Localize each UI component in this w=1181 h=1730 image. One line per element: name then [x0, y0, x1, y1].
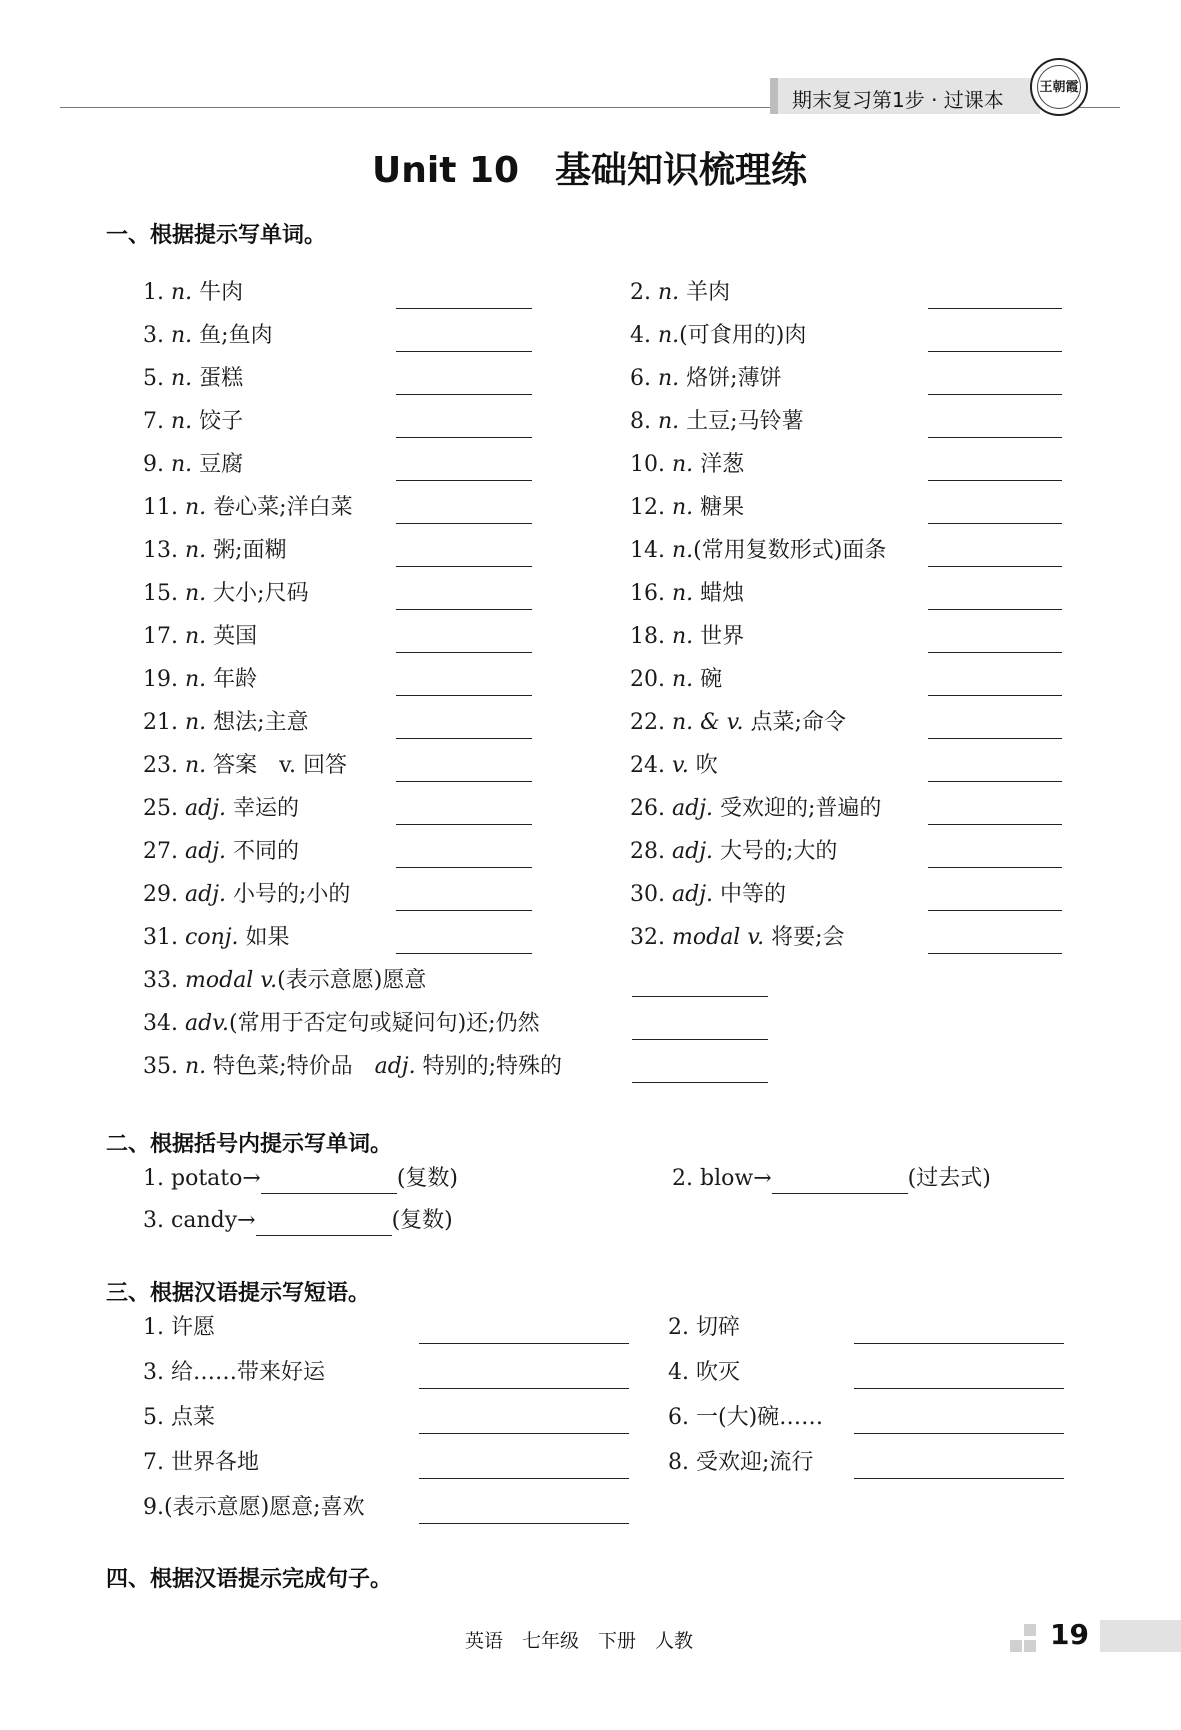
phrase-item: 2. 切碎 — [668, 1315, 740, 1340]
word-item — [143, 751, 347, 781]
section-2-heading: 二、根据括号内提示写单词。 — [106, 1132, 393, 1157]
item-meaning: 卷心菜;洋白菜 — [206, 495, 353, 520]
part-of-speech: n. — [672, 452, 694, 477]
word-item — [143, 536, 287, 566]
part-of-speech: adj. — [185, 796, 227, 821]
word-item — [630, 493, 744, 523]
phrase-item: 8. 受欢迎;流行 — [668, 1450, 814, 1475]
answer-blank[interactable] — [419, 1343, 629, 1344]
item-number: 33. — [143, 968, 178, 993]
answer-blank[interactable] — [928, 695, 1062, 696]
word-item — [630, 450, 744, 480]
word-item — [143, 407, 243, 437]
publisher-seal-icon — [1030, 58, 1088, 116]
part-of-speech: n. — [658, 366, 680, 391]
answer-blank[interactable] — [396, 738, 532, 739]
item-number: 8. — [630, 409, 651, 434]
answer-blank[interactable] — [928, 394, 1062, 395]
answer-blank[interactable] — [396, 781, 532, 782]
part-of-speech: n. — [185, 495, 207, 520]
word-item — [630, 880, 786, 910]
item-meaning: 豆腐 — [192, 452, 244, 477]
item-meaning: 碗 — [693, 667, 723, 692]
part-of-speech: adj. — [672, 882, 714, 907]
item-number: 17. — [143, 624, 178, 649]
answer-blank[interactable] — [854, 1478, 1064, 1479]
phrase-item: 1. 许愿 — [143, 1315, 215, 1340]
answer-blank[interactable] — [928, 867, 1062, 868]
footer-square-1 — [1024, 1624, 1036, 1636]
answer-blank[interactable] — [396, 652, 532, 653]
item-number: 22. — [630, 710, 665, 735]
word-item — [143, 622, 257, 652]
word-item — [143, 923, 290, 953]
answer-blank[interactable] — [928, 480, 1062, 481]
part-of-speech: n. — [672, 581, 694, 606]
item-meaning: 如果 — [238, 925, 290, 950]
part-of-speech: n. — [185, 753, 207, 778]
answer-blank[interactable] — [632, 996, 768, 997]
word-item — [630, 923, 845, 953]
item-meaning: 特色菜;特价品 — [206, 1054, 375, 1079]
item-meaning: 粥;面糊 — [206, 538, 287, 563]
word-item — [143, 794, 299, 824]
item-meaning: 世界 — [693, 624, 745, 649]
footer-text: 英语 七年级 下册 人教 — [465, 1630, 694, 1652]
word-item — [630, 579, 744, 609]
part-of-speech: n. — [185, 710, 207, 735]
item-number: 20. — [630, 667, 665, 692]
answer-blank[interactable] — [928, 308, 1062, 309]
item-number: 3. — [143, 323, 164, 348]
item-number: 30. — [630, 882, 665, 907]
part-of-speech: n. — [185, 624, 207, 649]
answer-blank[interactable] — [928, 351, 1062, 352]
answer-blank[interactable] — [396, 910, 532, 911]
footer-bar — [1100, 1620, 1181, 1652]
item-number: 9. — [143, 452, 164, 477]
item-word: potato→ — [171, 1166, 261, 1191]
item-meaning: 羊肉 — [679, 280, 731, 305]
item-number: 15. — [143, 581, 178, 606]
item-meaning: 小号的;小的 — [226, 882, 351, 907]
item-meaning: 点菜;命令 — [743, 710, 846, 735]
item-number: 2. — [630, 280, 651, 305]
part-of-speech: n. — [171, 323, 193, 348]
word-item — [630, 708, 846, 738]
answer-blank[interactable] — [396, 867, 532, 868]
item-number: 24. — [630, 753, 665, 778]
word-item — [143, 278, 243, 308]
part-of-speech: n. — [171, 409, 193, 434]
item-number: 31. — [143, 925, 178, 950]
word-item — [143, 880, 350, 910]
fill-item — [672, 1164, 991, 1194]
section-3-heading: 三、根据汉语提示写短语。 — [106, 1281, 371, 1306]
part-of-speech: adj. — [672, 796, 714, 821]
part-of-speech: adj. — [672, 839, 714, 864]
part-of-speech: modal v. — [185, 968, 278, 993]
answer-blank[interactable] — [419, 1388, 629, 1389]
item-meaning: 受欢迎的;普遍的 — [713, 796, 882, 821]
answer-blank[interactable] — [854, 1433, 1064, 1434]
item-meaning: 蜡烛 — [693, 581, 745, 606]
part-of-speech: n. — [171, 366, 193, 391]
word-item — [630, 837, 837, 867]
word-item — [143, 1009, 540, 1039]
title-topic: 基础知识梳理练 — [555, 150, 808, 191]
item-number: 32. — [630, 925, 665, 950]
item-number: 28. — [630, 839, 665, 864]
item-meaning: 答案 v. 回答 — [206, 753, 347, 778]
word-item — [630, 751, 718, 781]
word-item — [143, 665, 257, 695]
answer-blank[interactable] — [928, 824, 1062, 825]
item-number: 12. — [630, 495, 665, 520]
item-meaning: 大号的;大的 — [713, 839, 838, 864]
item-hint: (复数) — [396, 1166, 458, 1191]
item-number: 21. — [143, 710, 178, 735]
part-of-speech: adv. — [185, 1011, 230, 1036]
part-of-speech: n. — [185, 538, 207, 563]
answer-blank[interactable] — [928, 437, 1062, 438]
word-item — [143, 966, 426, 996]
part-of-speech: n. — [171, 280, 193, 305]
answer-blank[interactable] — [396, 824, 532, 825]
answer-blank[interactable] — [928, 609, 1062, 610]
item-number: 16. — [630, 581, 665, 606]
word-item — [143, 450, 243, 480]
item-number: 19. — [143, 667, 178, 692]
item-meaning: 将要;会 — [764, 925, 845, 950]
item-number: 11. — [143, 495, 178, 520]
answer-blank[interactable] — [928, 910, 1062, 911]
item-hint: (过去式) — [907, 1166, 991, 1191]
item-meaning: 鱼;鱼肉 — [192, 323, 273, 348]
answer-blank[interactable] — [928, 566, 1062, 567]
word-item — [630, 536, 886, 566]
part-of-speech: n. — [658, 280, 680, 305]
answer-blank[interactable] — [928, 953, 1062, 954]
answer-blank[interactable] — [396, 609, 532, 610]
answer-blank[interactable] — [256, 1211, 392, 1236]
item-meaning: (常用复数形式)面条 — [693, 538, 887, 563]
item-number: 34. — [143, 1011, 178, 1036]
phrase-item: 4. 吹灭 — [668, 1360, 740, 1385]
footer-square-2 — [1024, 1640, 1036, 1652]
title-unit: Unit 10 — [372, 150, 520, 191]
item-number: 14. — [630, 538, 665, 563]
item-meaning: (表示意愿)愿意 — [277, 968, 427, 993]
answer-blank[interactable] — [396, 437, 532, 438]
word-item — [143, 837, 299, 867]
answer-blank[interactable] — [419, 1523, 629, 1524]
word-item — [143, 579, 309, 609]
part-of-speech: n. — [672, 495, 694, 520]
word-item — [630, 321, 806, 351]
part-of-speech: adj. — [185, 882, 227, 907]
part-of-speech: adj. — [374, 1054, 416, 1079]
item-number: 1. — [143, 280, 164, 305]
item-number: 7. — [143, 409, 164, 434]
answer-blank[interactable] — [261, 1169, 397, 1194]
word-item — [143, 493, 353, 523]
item-number: 25. — [143, 796, 178, 821]
item-number: 10. — [630, 452, 665, 477]
item-number: 26. — [630, 796, 665, 821]
item-number: 6. — [630, 366, 651, 391]
part-of-speech: n. — [185, 581, 207, 606]
part-of-speech: n. — [171, 452, 193, 477]
part-of-speech: n. — [658, 323, 680, 348]
answer-blank[interactable] — [419, 1478, 629, 1479]
phrase-item: 5. 点菜 — [143, 1405, 215, 1430]
answer-blank[interactable] — [772, 1169, 908, 1194]
item-number: 35. — [143, 1054, 178, 1079]
fill-item — [143, 1206, 453, 1236]
item-word: blow→ — [700, 1166, 772, 1191]
word-item — [143, 321, 273, 351]
part-of-speech: n. — [658, 409, 680, 434]
word-item — [630, 622, 744, 652]
item-meaning: 饺子 — [192, 409, 244, 434]
item-number: 4. — [630, 323, 651, 348]
word-item — [630, 278, 730, 308]
answer-blank[interactable] — [854, 1343, 1064, 1344]
item-meaning: 土豆;马铃薯 — [679, 409, 804, 434]
item-meaning: 牛肉 — [192, 280, 244, 305]
answer-blank[interactable] — [396, 523, 532, 524]
answer-blank[interactable] — [854, 1388, 1064, 1389]
item-meaning: 不同的 — [226, 839, 300, 864]
item-meaning: 特别的;特殊的 — [415, 1054, 562, 1079]
answer-blank[interactable] — [928, 781, 1062, 782]
item-number: 5. — [143, 366, 164, 391]
answer-blank[interactable] — [396, 308, 532, 309]
item-number: 18. — [630, 624, 665, 649]
answer-blank[interactable] — [396, 394, 532, 395]
word-item — [630, 665, 722, 695]
item-meaning: 吹 — [688, 753, 718, 778]
item-number: 23. — [143, 753, 178, 778]
item-meaning: 洋葱 — [693, 452, 745, 477]
page-title — [372, 142, 807, 193]
part-of-speech: adj. — [185, 839, 227, 864]
word-item — [630, 364, 782, 394]
answer-blank[interactable] — [396, 351, 532, 352]
answer-blank[interactable] — [396, 953, 532, 954]
item-number: 29. — [143, 882, 178, 907]
item-meaning: 英国 — [206, 624, 258, 649]
word-item — [143, 364, 243, 394]
item-meaning: (可食用的)肉 — [679, 323, 807, 348]
answer-blank[interactable] — [396, 566, 532, 567]
page-number: 19 — [1050, 1618, 1089, 1651]
item-number: 2. — [672, 1166, 693, 1191]
item-hint: (复数) — [391, 1208, 453, 1233]
answer-blank[interactable] — [632, 1082, 768, 1083]
answer-blank[interactable] — [632, 1039, 768, 1040]
answer-blank[interactable] — [396, 695, 532, 696]
section-1-heading: 一、根据提示写单词。 — [106, 223, 327, 248]
item-meaning: 年龄 — [206, 667, 258, 692]
item-number: 27. — [143, 839, 178, 864]
item-meaning: 烙饼;薄饼 — [679, 366, 782, 391]
part-of-speech: modal v. — [672, 925, 765, 950]
answer-blank[interactable] — [928, 738, 1062, 739]
footer-square-3 — [1010, 1640, 1022, 1652]
answer-blank[interactable] — [928, 652, 1062, 653]
fill-item — [143, 1164, 458, 1194]
item-meaning: (常用于否定句或疑问句)还;仍然 — [229, 1011, 540, 1036]
answer-blank[interactable] — [396, 480, 532, 481]
part-of-speech: conj. — [185, 925, 239, 950]
phrase-item: 3. 给……带来好运 — [143, 1360, 325, 1385]
phrase-item: 7. 世界各地 — [143, 1450, 259, 1475]
item-meaning: 糖果 — [693, 495, 745, 520]
part-of-speech: n. — [672, 538, 694, 563]
part-of-speech: n. — [185, 1054, 207, 1079]
seal-text: 王朝霞 — [1039, 80, 1079, 95]
part-of-speech: n. — [185, 667, 207, 692]
phrase-item: 9.(表示意愿)愿意;喜欢 — [143, 1495, 365, 1520]
item-number: 3. — [143, 1208, 164, 1233]
part-of-speech: n. — [672, 624, 694, 649]
section-4-heading: 四、根据汉语提示完成句子。 — [106, 1567, 393, 1592]
word-item — [630, 794, 881, 824]
item-meaning: 蛋糕 — [192, 366, 244, 391]
item-meaning: 想法;主意 — [206, 710, 309, 735]
word-item — [630, 407, 804, 437]
answer-blank[interactable] — [419, 1433, 629, 1434]
item-number: 13. — [143, 538, 178, 563]
header-tab-text: 期末复习第1步 · 过课本 — [792, 88, 1004, 112]
item-meaning: 大小;尺码 — [206, 581, 309, 606]
part-of-speech: n. — [672, 667, 694, 692]
part-of-speech: v. — [672, 753, 689, 778]
phrase-item: 6. 一(大)碗…… — [668, 1405, 824, 1430]
item-meaning: 幸运的 — [226, 796, 300, 821]
item-meaning: 中等的 — [713, 882, 787, 907]
part-of-speech: n. & v. — [672, 710, 744, 735]
item-word: candy→ — [171, 1208, 256, 1233]
item-number: 1. — [143, 1166, 164, 1191]
answer-blank[interactable] — [928, 523, 1062, 524]
word-item — [143, 708, 309, 738]
word-item — [143, 1052, 562, 1082]
